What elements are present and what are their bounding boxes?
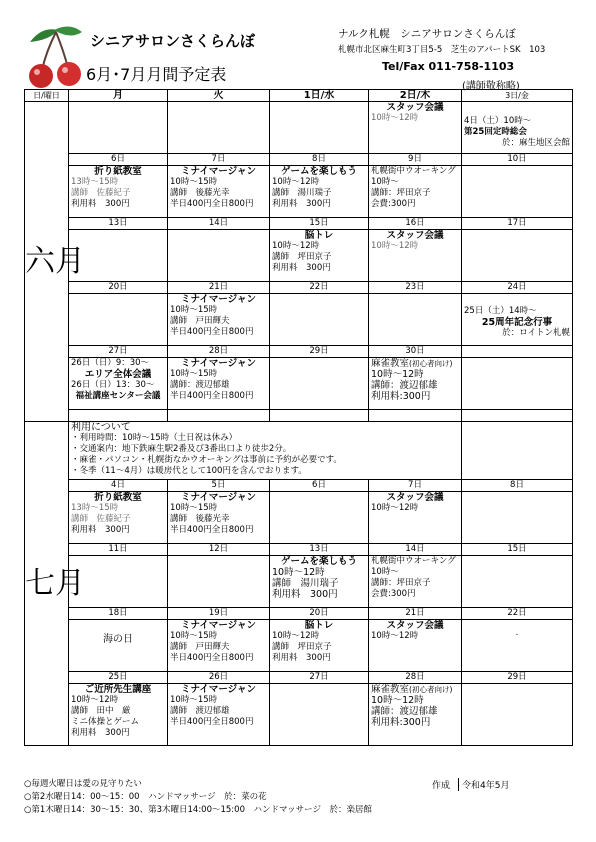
- event-fee: 利用料 300円: [272, 263, 331, 273]
- event-time: 10時～15時: [170, 503, 218, 513]
- event-date: 26日（日）9：30～: [71, 358, 150, 368]
- date-cell: 7日: [369, 480, 462, 492]
- event-time: 10時～12時: [272, 567, 325, 578]
- cell: [69, 294, 168, 346]
- event-time: 10時～12時: [371, 695, 424, 706]
- event-date: 25日（土）14時～: [464, 306, 537, 316]
- date-cell: 27日: [270, 672, 369, 684]
- info-line: ・冬季（11～4月）は暖房代として100円を含んでおります。: [71, 466, 307, 476]
- date-cell: 16日: [369, 218, 462, 230]
- header-day-label: 日/曜日: [25, 90, 69, 102]
- date-cell: 7日: [168, 154, 270, 166]
- date-cell: 18日: [69, 608, 168, 620]
- june-w4-tue: [168, 294, 270, 346]
- footer-line: ○第1木曜日14：30～15：30、第3木曜日14:00～15:00 ハンドマッサージ 於：楽居館: [24, 805, 372, 815]
- event-fee: 利用料 300円: [272, 653, 331, 663]
- event-teacher: 講師：坪田京子: [371, 188, 431, 198]
- footer-line: ○第2水曜日14：00～15：00 ハンドマッサージ 於：菜の花: [24, 792, 267, 802]
- phone-fax: Tel/Fax 011-758-1103: [382, 60, 515, 73]
- event-time: 10時～12時: [371, 631, 419, 641]
- event-title: 第25回定時総会: [464, 127, 527, 137]
- july-w3-wed: [270, 620, 369, 672]
- july-w3-tue: [168, 620, 270, 672]
- event-time: 10時～15時: [170, 695, 218, 705]
- event-desc: ミニ体操とゲーム: [71, 717, 140, 727]
- event-title: 福祉講座センター会議: [75, 391, 161, 401]
- made-label: 作成: [432, 781, 451, 791]
- date-cell: 21日: [369, 608, 462, 620]
- cell: [462, 410, 573, 422]
- cell: [369, 294, 462, 346]
- june-w2-tue: [168, 166, 270, 218]
- event-fee: 半日400円全日800円: [170, 525, 254, 535]
- date-cell: 15日: [462, 544, 573, 556]
- event-teacher: 講師 佐藤紀子: [71, 188, 131, 198]
- info-line: ・麻雀・パソコン・札幌街なかウオーキングは事前に予約が必要です。: [71, 455, 342, 465]
- june-w5-tue: [168, 358, 270, 410]
- date-cell: 8日: [270, 154, 369, 166]
- event-title: 25周年記念行事: [481, 317, 553, 328]
- june-w1-fri: [462, 102, 573, 154]
- event-title: ご近所先生講座: [84, 684, 152, 695]
- event-title: ミナイマージャン: [181, 492, 256, 503]
- cell: [270, 358, 369, 410]
- cell: [168, 230, 270, 282]
- event-fee: 会費:300円: [371, 589, 416, 599]
- honorific-note: (講師敬称略): [462, 81, 520, 92]
- header-thu: 2日/木: [369, 90, 462, 102]
- june-w3-wed: [270, 230, 369, 282]
- cell: [168, 556, 270, 608]
- calendar-table: [24, 89, 573, 746]
- june-w2-thu: [369, 166, 462, 218]
- event-teacher: 講師 戸田輝夫: [170, 316, 230, 326]
- july-w4-thu: [369, 684, 462, 746]
- event-time: 10時～12時: [371, 503, 419, 513]
- event-title: ゲームを楽しもう: [280, 556, 357, 567]
- cell: [69, 102, 168, 154]
- date-cell: 8日: [462, 480, 573, 492]
- schedule-title: 6月･7月月間予定表: [86, 65, 227, 84]
- event-fee: 利用料 300円: [272, 199, 331, 209]
- event-title: 折り紙教室: [94, 492, 142, 503]
- event-teacher: 講師 後藤光幸: [170, 514, 230, 524]
- date-cell: 23日: [369, 282, 462, 294]
- cell: [270, 102, 369, 154]
- date-cell: 6日: [270, 480, 369, 492]
- event-title: ミナイマージャン: [181, 620, 256, 631]
- date-cell: 10日: [462, 154, 573, 166]
- date-cell: 27日: [69, 346, 168, 358]
- event-title: ゲームを楽しもう: [280, 166, 357, 177]
- june-w3-thu: [369, 230, 462, 282]
- address: 札幌市北区麻生町3丁目5-5 芝生のアパートSK 103: [338, 45, 546, 55]
- july-week2-row: [25, 556, 573, 608]
- event-title: ミナイマージャン: [181, 684, 256, 695]
- event-teacher: 講師 戸田輝夫: [170, 642, 230, 652]
- july-label: 七月: [25, 422, 69, 746]
- date-cell: 30日: [369, 346, 462, 358]
- date-cell: 19日: [168, 608, 270, 620]
- cherry-logo: [24, 22, 86, 92]
- june-w2-wed: [270, 166, 369, 218]
- cell: [462, 556, 573, 608]
- date-cell: 15日: [270, 218, 369, 230]
- event-teacher: 講師：渡辺郁雄: [371, 380, 438, 391]
- event-title: ミナイマージャン: [181, 294, 256, 305]
- june-w5-thu: [369, 358, 462, 410]
- june-week1-row: [25, 102, 573, 154]
- event-time: 10時～15時: [170, 369, 218, 379]
- june-w4-fri: [462, 294, 573, 346]
- june-week5-row: [25, 358, 573, 410]
- june-label: 六月: [25, 102, 69, 422]
- event-title: スタッフ会議: [386, 620, 444, 631]
- event-teacher: 講師 坪田京子: [272, 642, 332, 652]
- july-week4-row: [25, 684, 573, 746]
- footer-line: ○毎週火曜日は愛の見守りたい: [24, 779, 142, 789]
- organization-name: ナルク札幌 シニアサロンさくらんぼ: [338, 28, 516, 40]
- cell: [369, 410, 462, 422]
- event-fee: 半日400円全日800円: [170, 199, 254, 209]
- june-week4-row: [25, 294, 573, 346]
- cell: [168, 410, 270, 422]
- cell: [462, 684, 573, 746]
- event-time: 10時～12時: [272, 177, 320, 187]
- july-week3-row: [25, 620, 573, 672]
- event-note: (初心者向け): [409, 359, 453, 368]
- event-fee: 半日400円全日800円: [170, 327, 254, 337]
- event-date: 26日（日）13：30～: [71, 380, 155, 390]
- june-w5-mon: [69, 358, 168, 410]
- made-date: 令和4年5月: [458, 778, 509, 791]
- info-line: ・交通案内：地下鉄麻生駅2番及び3番出口より徒歩2分。: [71, 444, 292, 454]
- date-cell: 24日: [462, 282, 573, 294]
- event-teacher: 講師 渡辺郁雄: [170, 706, 230, 716]
- event-time: 13時～15時: [71, 503, 119, 513]
- event-fee: 利用料:300円: [371, 717, 431, 728]
- header-fri: 3日/金: [462, 90, 573, 102]
- july-dates-row-1: [25, 480, 573, 492]
- date-cell: 21日: [168, 282, 270, 294]
- event-time: 10時～: [371, 567, 399, 577]
- event-fee: 半日400円全日800円: [170, 717, 254, 727]
- date-cell: 14日: [168, 218, 270, 230]
- event-teacher: 講師 湯川瑞子: [272, 188, 332, 198]
- event-time: 10時～12時: [371, 241, 419, 251]
- event-time: 10時～12時: [272, 631, 320, 641]
- event-fee: 半日400円全日800円: [170, 391, 254, 401]
- event-fee: 会費:300円: [371, 199, 416, 209]
- june-dates-row-5: [25, 346, 573, 358]
- cell: [462, 422, 573, 480]
- event-title: スタッフ会議: [386, 230, 444, 241]
- cell: [168, 102, 270, 154]
- event-title: 麻雀教室: [371, 684, 410, 695]
- event-fee: 利用料 300円: [71, 199, 130, 209]
- event-time: 10時～15時: [170, 631, 218, 641]
- event-fee: 半日400円全日800円: [170, 653, 254, 663]
- cell: [462, 492, 573, 544]
- salon-name: シニアサロンさくらんぼ: [90, 32, 256, 50]
- date-cell: 6日: [69, 154, 168, 166]
- usage-info: [69, 422, 462, 480]
- date-cell: 28日: [168, 346, 270, 358]
- event-title: 札幌街中ウオーキング: [371, 556, 456, 566]
- cell: [270, 684, 369, 746]
- june-w1-thu: [369, 102, 462, 154]
- date-cell: 22日: [462, 608, 573, 620]
- date-cell: 11日: [69, 544, 168, 556]
- july-w3-mon: [69, 620, 168, 672]
- july-w1-thu: [369, 492, 462, 544]
- date-cell: 13日: [69, 218, 168, 230]
- june-w2-mon: [69, 166, 168, 218]
- event-time: 10時～: [371, 177, 399, 187]
- date-cell: 13日: [270, 544, 369, 556]
- event-fee: 利用料 300円: [272, 589, 338, 600]
- event-title: 脳トレ: [304, 620, 334, 631]
- event-fee: 利用料 300円: [71, 728, 130, 738]
- cell: [462, 358, 573, 410]
- event-title: ミナイマージャン: [181, 166, 256, 177]
- july-dates-row-4: [25, 672, 573, 684]
- june-week2-row: [25, 166, 573, 218]
- dot-mark: .: [515, 628, 519, 638]
- event-teacher: 講師 湯川瑞子: [272, 578, 339, 589]
- event-title: 麻雀教室: [371, 358, 410, 369]
- event-time: 10時～15時: [170, 177, 218, 187]
- weekday-header-row: [25, 90, 573, 102]
- event-title: 折り紙教室: [94, 166, 142, 177]
- event-teacher: 講師：坪田京子: [371, 578, 431, 588]
- date-cell: 5日: [168, 480, 270, 492]
- info-line: ・利用時間：10時～15時（土日祝は休み）: [71, 433, 238, 443]
- date-cell: 12日: [168, 544, 270, 556]
- event-teacher: 講師 後藤光幸: [170, 188, 230, 198]
- info-title: 利用について: [71, 422, 131, 433]
- june-dates-row-3: [25, 218, 573, 230]
- date-cell: 25日: [69, 672, 168, 684]
- date-cell: 9日: [369, 154, 462, 166]
- date-cell: 22日: [270, 282, 369, 294]
- date-cell: 29日: [462, 672, 573, 684]
- july-w4-tue: [168, 684, 270, 746]
- july-dates-row-2: [25, 544, 573, 556]
- spacer-row: [25, 410, 573, 422]
- july-dates-row-3: [25, 608, 573, 620]
- event-date: 4日（土）10時～: [464, 116, 532, 126]
- event-title: スタッフ会議: [386, 102, 444, 113]
- event-title: スタッフ会議: [386, 492, 444, 503]
- event-time: 10時～12時: [71, 695, 119, 705]
- event-venue: 於：麻生地区会館: [501, 138, 570, 148]
- holiday-label: 海の日: [103, 634, 133, 645]
- date-cell: 14日: [369, 544, 462, 556]
- date-cell: 17日: [462, 218, 573, 230]
- july-w3-fri: [462, 620, 573, 672]
- info-row: [25, 422, 573, 480]
- cell: [270, 294, 369, 346]
- event-title: ミナイマージャン: [181, 358, 256, 369]
- header-tue: 火: [168, 90, 270, 102]
- date-cell: 29日: [270, 346, 369, 358]
- event-teacher: 講師 佐藤紀子: [71, 514, 131, 524]
- cell: [462, 230, 573, 282]
- june-dates-row-4: [25, 282, 573, 294]
- event-fee: 利用料 300円: [71, 525, 130, 535]
- event-fee: 利用料:300円: [371, 391, 431, 402]
- july-w2-wed: [270, 556, 369, 608]
- event-time: 13時～15時: [71, 177, 119, 187]
- cell: [270, 410, 369, 422]
- event-teacher: 講師 田中 厳: [71, 706, 131, 716]
- event-teacher: 講師：渡辺郁雄: [170, 380, 230, 390]
- header-wed: 1日/水: [270, 90, 369, 102]
- date-cell: 20日: [69, 282, 168, 294]
- july-w3-thu: [369, 620, 462, 672]
- event-time: 10時～12時: [272, 241, 320, 251]
- july-w2-thu: [369, 556, 462, 608]
- event-time: 10時～15時: [170, 305, 218, 315]
- event-time: 10時～12時: [371, 113, 419, 123]
- date-cell: 28日: [369, 672, 462, 684]
- event-title: 札幌街中ウオーキング: [371, 166, 456, 176]
- event-teacher: 講師 坪田京子: [272, 252, 332, 262]
- june-dates-row-2: [25, 154, 573, 166]
- cell: [462, 166, 573, 218]
- cell: [270, 492, 369, 544]
- event-title: エリア全体会議: [84, 369, 152, 380]
- event-title: 脳トレ: [304, 230, 334, 241]
- july-w1-mon: [69, 492, 168, 544]
- july-w4-mon: [69, 684, 168, 746]
- date-cell: 20日: [270, 608, 369, 620]
- june-week3-row: [25, 230, 573, 282]
- event-venue: 於：ロイトン札幌: [502, 328, 570, 338]
- july-week1-row: [25, 492, 573, 544]
- event-note: (初心者向け): [409, 685, 453, 694]
- cell: [69, 410, 168, 422]
- event-teacher: 講師：渡辺郁雄: [371, 706, 438, 717]
- date-cell: [462, 346, 573, 358]
- date-cell: 26日: [168, 672, 270, 684]
- date-cell: 4日: [69, 480, 168, 492]
- july-w1-tue: [168, 492, 270, 544]
- header-mon: 月: [69, 90, 168, 102]
- event-time: 10時～12時: [371, 369, 424, 380]
